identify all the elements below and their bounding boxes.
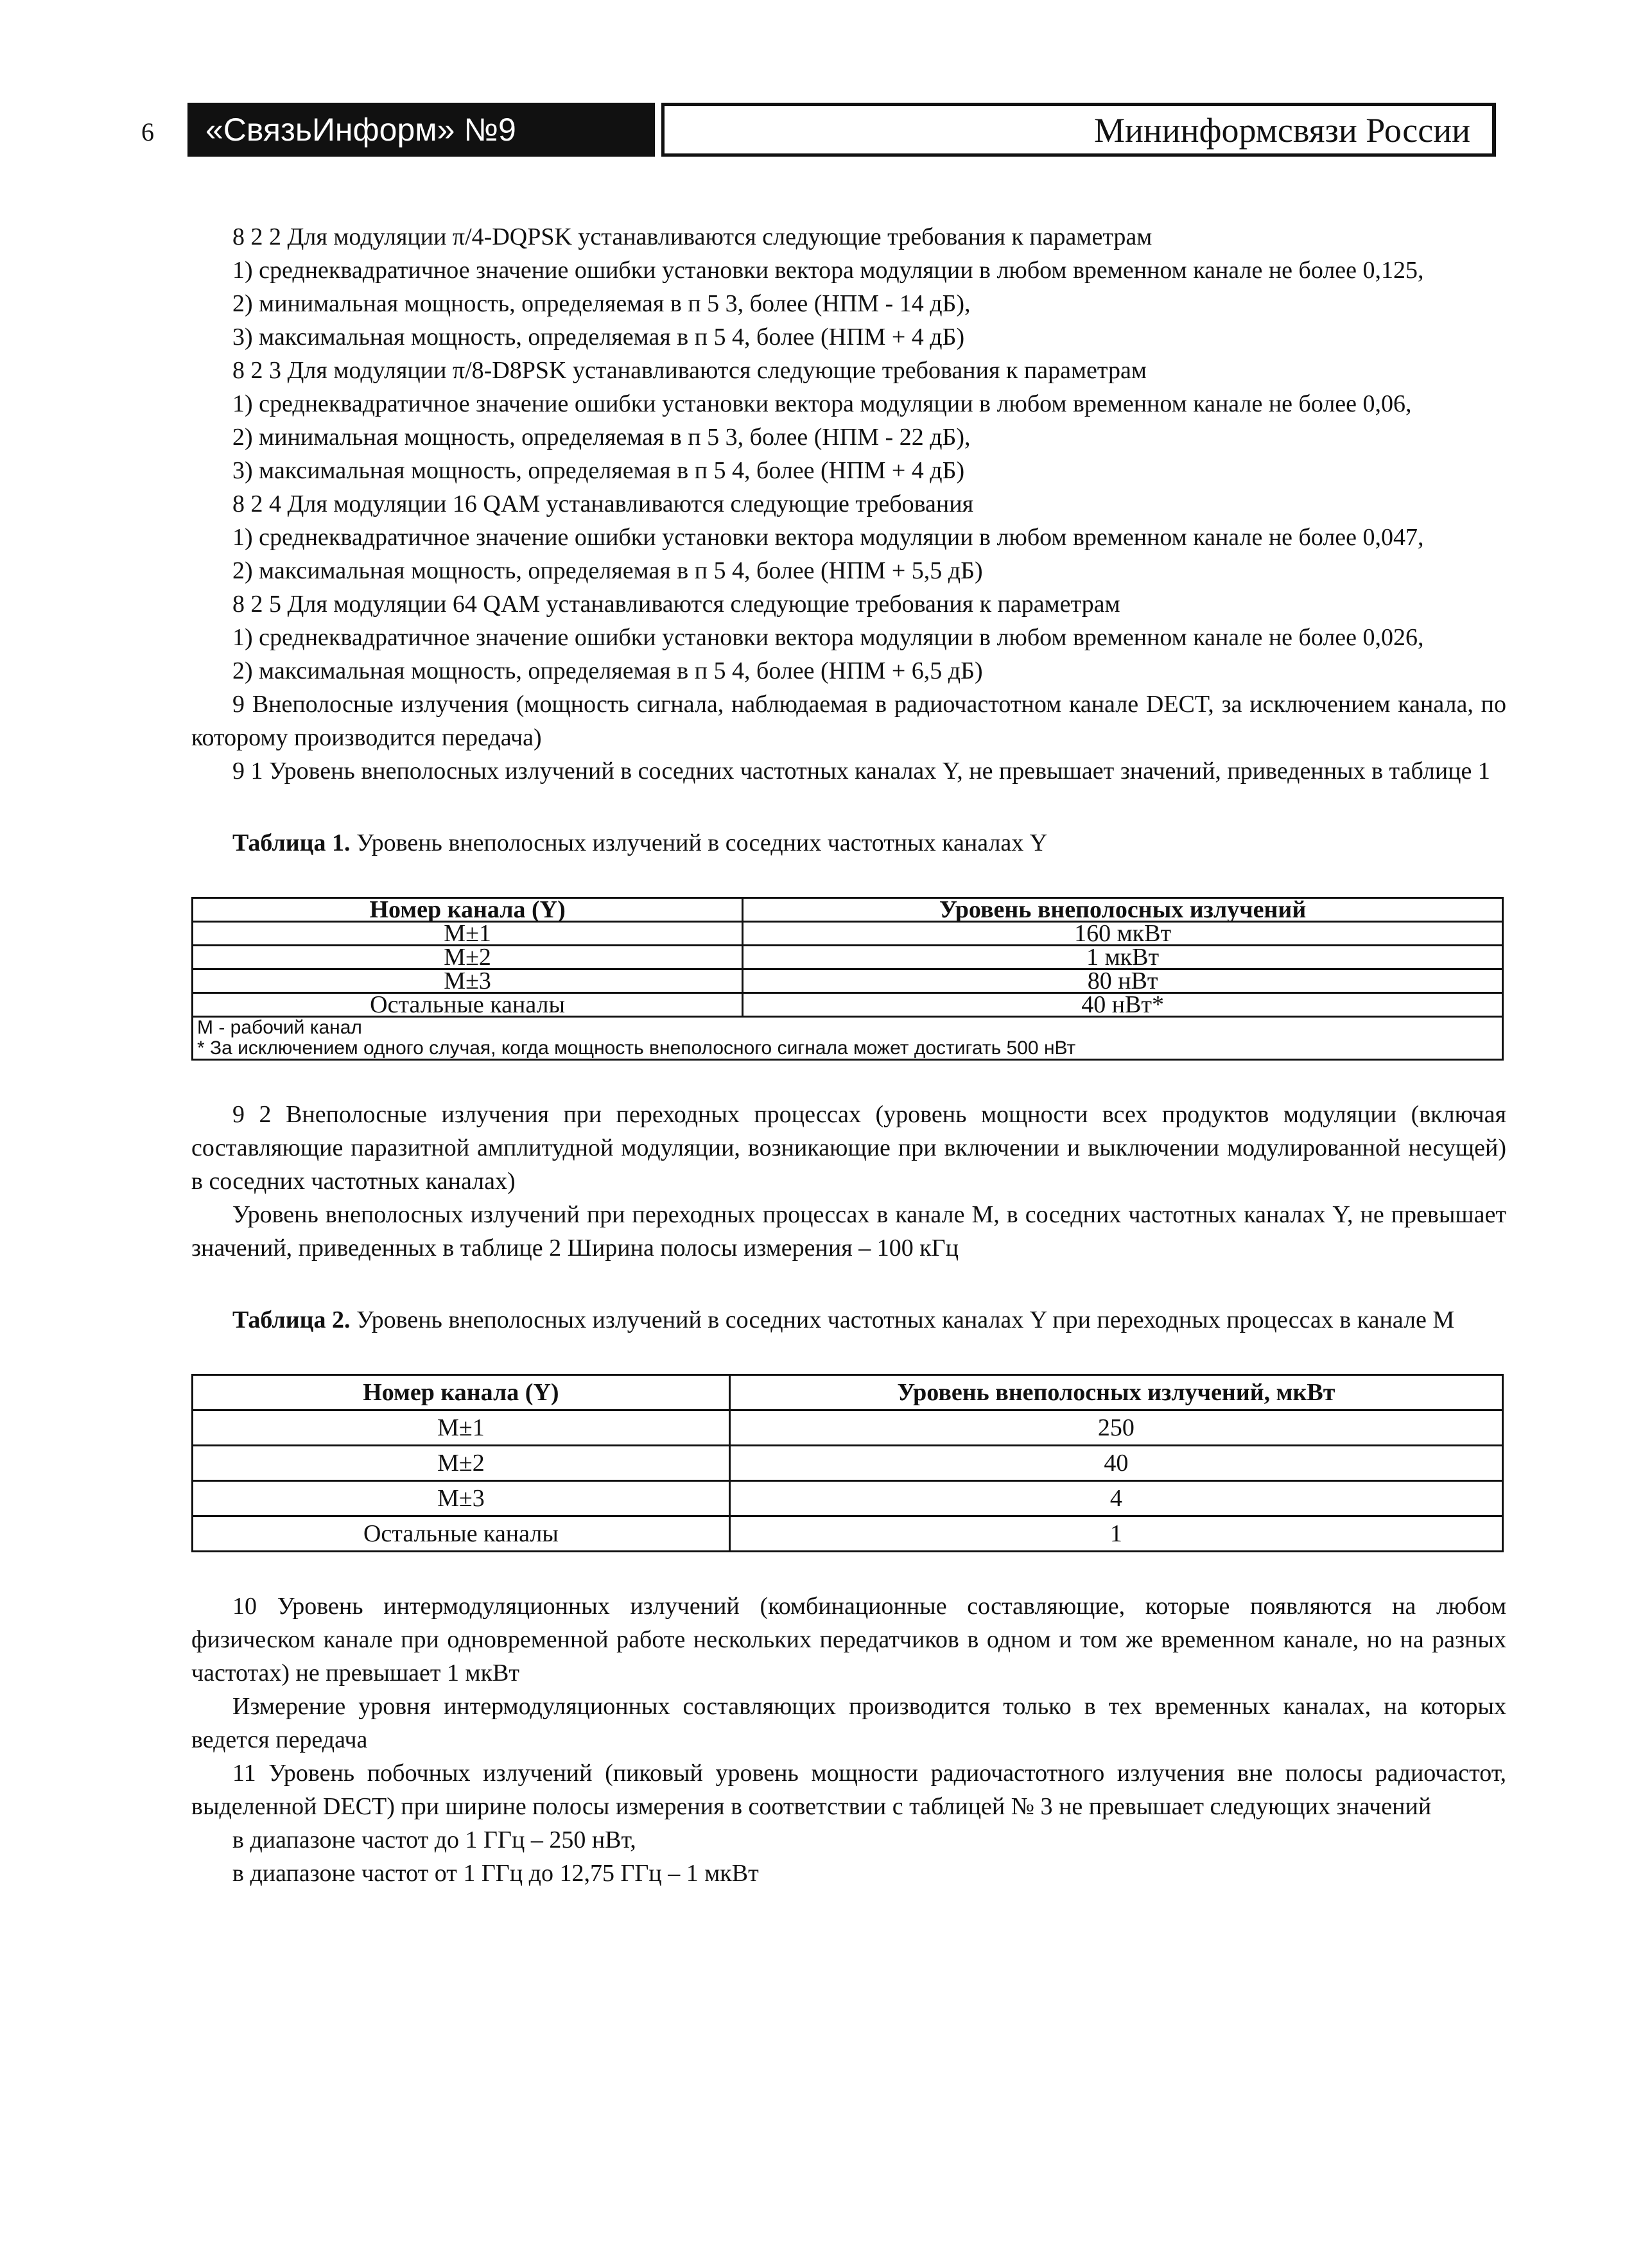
table-row <box>193 969 1503 993</box>
table-cell: M±1 <box>193 922 743 946</box>
table-header-cell: Уровень внеполосных излучений, мкВт <box>729 1375 1502 1410</box>
table-cell: Остальные каналы <box>193 1516 730 1552</box>
table-cell: 4 <box>729 1481 1502 1516</box>
paragraph: 8 2 3 Для модуляции π/8-D8PSK устанавливаются следующие требования к параметрам <box>232 357 1147 384</box>
paragraph: 1) среднеквадратичное значение ошибки установки вектора модуляции в любом временном канале не более 0,026, <box>232 624 1424 651</box>
table-header-row <box>193 1375 1503 1410</box>
table-note-row <box>193 1017 1503 1039</box>
paragraph: 2) максимальная мощность, определяемая в п 5 4, более (НПМ + 5,5 дБ) <box>232 557 983 584</box>
table-header-cell: Номер канала (Y) <box>193 898 743 922</box>
table-row <box>193 993 1503 1017</box>
document-body <box>191 220 1506 1890</box>
paragraph: Измерение уровня интермодуляционных составляющих производится только в тех временных каналах, на которых ведется передача <box>191 1693 1506 1753</box>
paragraph: 2) минимальная мощность, определяемая в п 5 3, более (НПМ - 22 дБ), <box>232 424 971 451</box>
table-row <box>193 1410 1503 1446</box>
page-header <box>141 103 1496 164</box>
table-1-caption <box>191 826 1506 860</box>
table-cell: 80 нВт <box>743 969 1503 993</box>
paragraph: Уровень внеполосных излучений при переходных процессах в канале M, в соседних частотных каналах Y, не превышает значений, приведенных в таблице 2 Ширина полосы измерения – 100 кГц <box>191 1201 1506 1262</box>
paragraph: 11 Уровень побочных излучений (пиковый уровень мощности радиочастотного излучения вне полосы радиочастот, выделенной DECT) при ширине полосы измерения в соответствии с таблицей № 3 не превышает следующих значений <box>191 1760 1506 1820</box>
table-cell: 160 мкВт <box>743 922 1503 946</box>
table-row <box>193 1481 1503 1516</box>
ministry-title: Мининформсвязи России <box>661 103 1496 157</box>
paragraph: 9 Внеполосные излучения (мощность сигнала, наблюдаемая в радиочастотном канале DECT, за исключением канала, по которому производится передача) <box>191 691 1506 751</box>
table-row <box>193 922 1503 946</box>
table-2-caption-text: Уровень внеполосных излучений в соседних частотных каналах Y при переходных процессах в канале M <box>350 1306 1455 1333</box>
table-header-cell: Уровень внеполосных излучений <box>743 898 1503 922</box>
paragraph: 1) среднеквадратичное значение ошибки установки вектора модуляции в любом временном канале не более 0,125, <box>232 257 1424 284</box>
paragraph: 8 2 2 Для модуляции π/4-DQPSK устанавливаются следующие требования к параметрам <box>232 223 1152 250</box>
table-row <box>193 1446 1503 1481</box>
table-2 <box>191 1374 1504 1552</box>
table-cell: M±1 <box>193 1410 730 1446</box>
table-cell: 40 нВт* <box>743 993 1503 1017</box>
table-header-row <box>193 898 1503 922</box>
table-cell: M±2 <box>193 946 743 969</box>
paragraph: 8 2 5 Для модуляции 64 QAM устанавливаются следующие требования к параметрам <box>232 591 1120 618</box>
table-row <box>193 1516 1503 1552</box>
paragraph: 9 1 Уровень внеполосных излучений в соседних частотных каналах Y, не превышает значений, приведенных в таблице 1 <box>232 758 1490 785</box>
table-note: * За исключением одного случая, когда мощность внеполосного сигнала может достигать 500 нВт <box>193 1038 1503 1060</box>
paragraph: 3) максимальная мощность, определяемая в п 5 4, более (НПМ + 4 дБ) <box>232 324 965 351</box>
table-row <box>193 946 1503 969</box>
table-cell: 1 <box>729 1516 1502 1552</box>
table-1-caption-label: Таблица 1. <box>232 829 351 856</box>
paragraph: 3) максимальная мощность, определяемая в п 5 4, более (НПМ + 4 дБ) <box>232 457 965 484</box>
paragraph: 9 2 Внеполосные излучения при переходных процессах (уровень мощности всех продуктов модуляции (включая составляющие паразитной амплитудной модуляции, возникающие при включении и выключении модулированной несущей) в соседних частотных каналах) <box>191 1101 1506 1195</box>
table-1 <box>191 897 1504 1061</box>
table-cell: 1 мкВт <box>743 946 1503 969</box>
paragraph: 2) минимальная мощность, определяемая в п 5 3, более (НПМ - 14 дБ), <box>232 290 971 317</box>
paragraph: в диапазоне частот до 1 ГГц – 250 нВт, <box>232 1826 636 1853</box>
table-cell: M±3 <box>193 969 743 993</box>
table-1-caption-text: Уровень внеполосных излучений в соседних частотных каналах Y <box>350 829 1048 856</box>
table-cell: 250 <box>729 1410 1502 1446</box>
table-cell: Остальные каналы <box>193 993 743 1017</box>
table-header-cell: Номер канала (Y) <box>193 1375 730 1410</box>
paragraph: 1) среднеквадратичное значение ошибки установки вектора модуляции в любом временном канале не более 0,047, <box>232 524 1424 551</box>
table-note: М - рабочий канал <box>193 1017 1503 1039</box>
paragraph: 1) среднеквадратичное значение ошибки установки вектора модуляции в любом временном канале не более 0,06, <box>232 390 1412 417</box>
table-note-row <box>193 1038 1503 1060</box>
page-number: 6 <box>141 117 154 146</box>
paragraph: 2) максимальная мощность, определяемая в п 5 4, более (НПМ + 6,5 дБ) <box>232 657 983 684</box>
table-cell: M±2 <box>193 1446 730 1481</box>
paragraph: в диапазоне частот от 1 ГГц до 12,75 ГГц – 1 мкВт <box>232 1860 759 1887</box>
table-2-caption <box>191 1303 1506 1337</box>
paragraph: 8 2 4 Для модуляции 16 QAM устанавливаются следующие требования <box>232 490 974 517</box>
table-cell: M±3 <box>193 1481 730 1516</box>
table-cell: 40 <box>729 1446 1502 1481</box>
table-2-caption-label: Таблица 2. <box>232 1306 351 1333</box>
journal-title: «СвязьИнформ» №9 <box>187 103 655 157</box>
paragraph: 10 Уровень интермодуляционных излучений (комбинационные составляющие, которые появляются на любом физическом канале при одновременной работе нескольких передатчиков в одном и том же временном канале, но на разных частотах) не превышает 1 мкВт <box>191 1593 1506 1686</box>
